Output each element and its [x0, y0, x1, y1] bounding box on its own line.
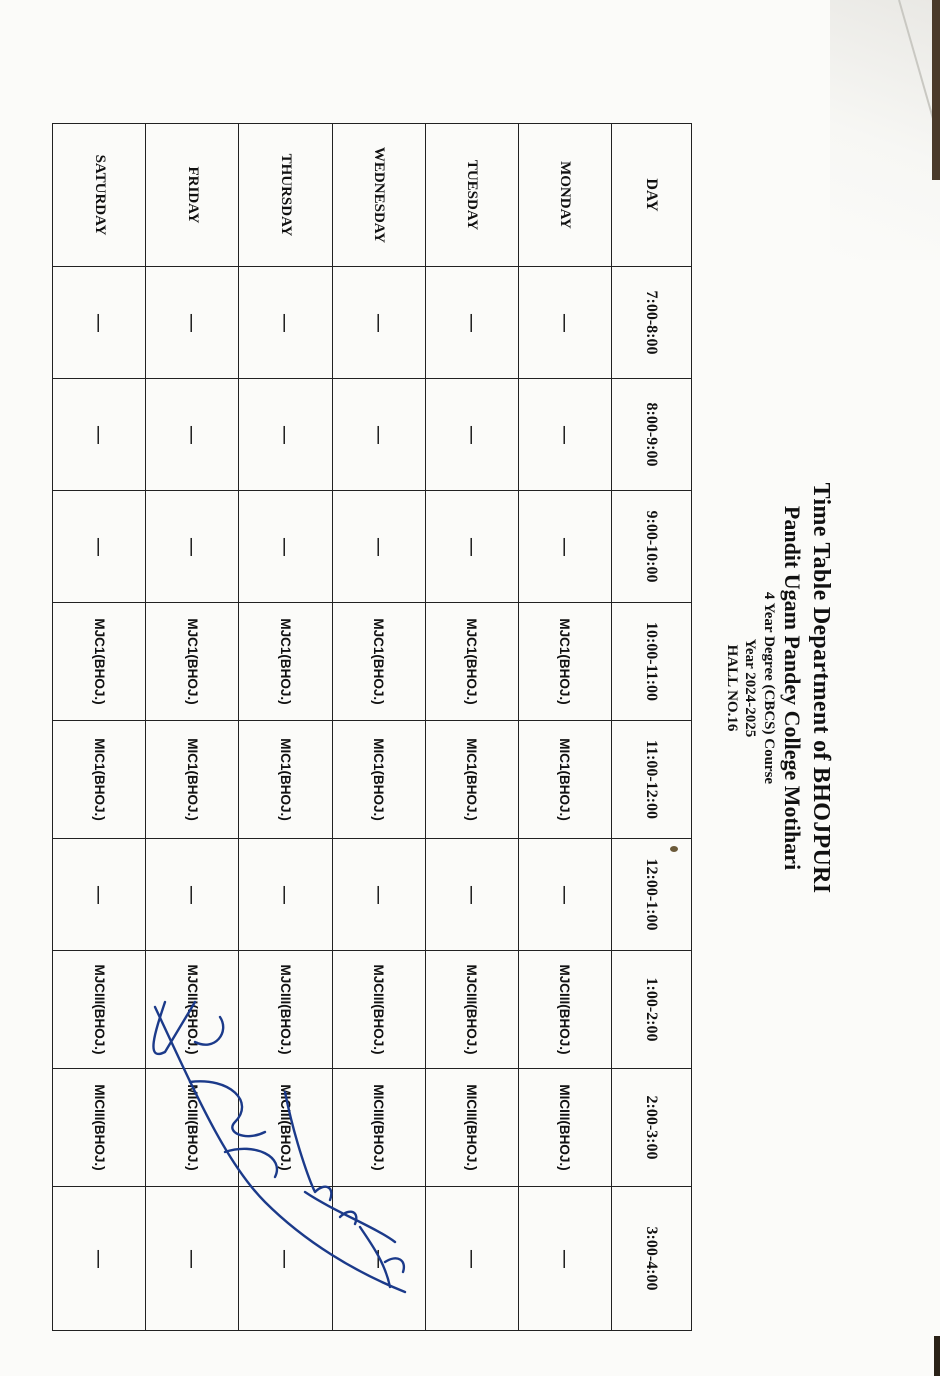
table-cell: MICIII(BHOJ.): [146, 1069, 239, 1187]
table-cell: ------: [518, 1187, 611, 1331]
table-cell: MICIII(BHOJ.): [53, 1069, 146, 1187]
header-slot-5: 11:00-12:00: [612, 721, 692, 839]
table-cell: ------: [239, 379, 332, 491]
header-slot-2: 8:00-9:00: [612, 379, 692, 491]
table-cell: ------: [332, 491, 425, 603]
table-cell: MIC1(BHOJ.): [239, 721, 332, 839]
hall-number: HALL NO.16: [724, 644, 740, 732]
table-cell: ------: [53, 267, 146, 379]
day-cell: THURSDAY: [239, 124, 332, 267]
header-day: DAY: [612, 124, 692, 267]
table-cell: ------: [146, 491, 239, 603]
table-cell: MJC1(BHOJ.): [239, 603, 332, 721]
table-cell: MICIII(BHOJ.): [332, 1069, 425, 1187]
table-cell: ------: [332, 1187, 425, 1331]
table-cell: ------: [425, 267, 518, 379]
table-cell: ------: [239, 839, 332, 951]
table-row: [518, 124, 611, 1331]
header-slot-3: 9:00-10:00: [612, 491, 692, 603]
table-cell: MJC1(BHOJ.): [425, 603, 518, 721]
table-cell: ------: [146, 839, 239, 951]
table-cell: MJCIII(BHOJ.): [518, 951, 611, 1069]
table-cell: ------: [53, 1187, 146, 1331]
table-cell: ------: [239, 1187, 332, 1331]
day-cell: TUESDAY: [425, 124, 518, 267]
academic-year: Year 2024-2025: [742, 638, 758, 738]
table-cell: MICIII(BHOJ.): [239, 1069, 332, 1187]
table-cell: MIC1(BHOJ.): [425, 721, 518, 839]
table-cell: ------: [518, 267, 611, 379]
table-cell: MIC1(BHOJ.): [146, 721, 239, 839]
table-cell: MIC1(BHOJ.): [53, 721, 146, 839]
table-cell: ------: [146, 1187, 239, 1331]
table-cell: ------: [146, 379, 239, 491]
table-cell: ------: [518, 491, 611, 603]
table-cell: ------: [332, 379, 425, 491]
header-slot-8: 2:00-3:00: [612, 1069, 692, 1187]
table-cell: ------: [425, 379, 518, 491]
day-cell: SATURDAY: [53, 124, 146, 267]
table-cell: MICIII(BHOJ.): [518, 1069, 611, 1187]
table-cell: MJC1(BHOJ.): [518, 603, 611, 721]
handwritten-signature: [135, 942, 455, 1322]
table-cell: ------: [425, 839, 518, 951]
table-row: [53, 124, 146, 1331]
header-slot-6: 12:00-1:00: [612, 839, 692, 951]
table-cell: ------: [425, 491, 518, 603]
table-cell: ------: [425, 1187, 518, 1331]
header-slot-9: 3:00-4:00: [612, 1187, 692, 1331]
document-title: Time Table Department of BHOJPURI: [808, 482, 834, 894]
table-cell: ------: [332, 267, 425, 379]
table-cell: ------: [53, 491, 146, 603]
day-cell: FRIDAY: [146, 124, 239, 267]
table-cell: MIC1(BHOJ.): [332, 721, 425, 839]
table-cell: MIC1(BHOJ.): [518, 721, 611, 839]
table-cell: MJCIII(BHOJ.): [239, 951, 332, 1069]
day-cell: WEDNESDAY: [332, 124, 425, 267]
table-cell: MJC1(BHOJ.): [53, 603, 146, 721]
table-header-row: [612, 124, 692, 1331]
table-cell: MICIII(BHOJ.): [425, 1069, 518, 1187]
table-cell: MJCIII(BHOJ.): [146, 951, 239, 1069]
table-cell: ------: [518, 839, 611, 951]
table-cell: ------: [53, 379, 146, 491]
table-cell: ------: [53, 839, 146, 951]
table-cell: ------: [239, 491, 332, 603]
day-cell: MONDAY: [518, 124, 611, 267]
header-slot-4: 10:00-11:00: [612, 603, 692, 721]
table-cell: ------: [146, 267, 239, 379]
course-name: 4 Year Degree (CBCS) Course: [761, 591, 777, 785]
header-slot-1: 7:00-8:00: [612, 267, 692, 379]
table-cell: ------: [332, 839, 425, 951]
table-cell: MJCIII(BHOJ.): [332, 951, 425, 1069]
table-cell: ------: [518, 379, 611, 491]
table-cell: MJC1(BHOJ.): [146, 603, 239, 721]
college-name: Pandit Ugam Pandey College Motihari: [780, 505, 805, 871]
table-cell: MJCIII(BHOJ.): [53, 951, 146, 1069]
header-slot-7: 1:00-2:00: [612, 951, 692, 1069]
table-cell: MJC1(BHOJ.): [332, 603, 425, 721]
table-cell: MJCIII(BHOJ.): [425, 951, 518, 1069]
table-cell: ------: [239, 267, 332, 379]
